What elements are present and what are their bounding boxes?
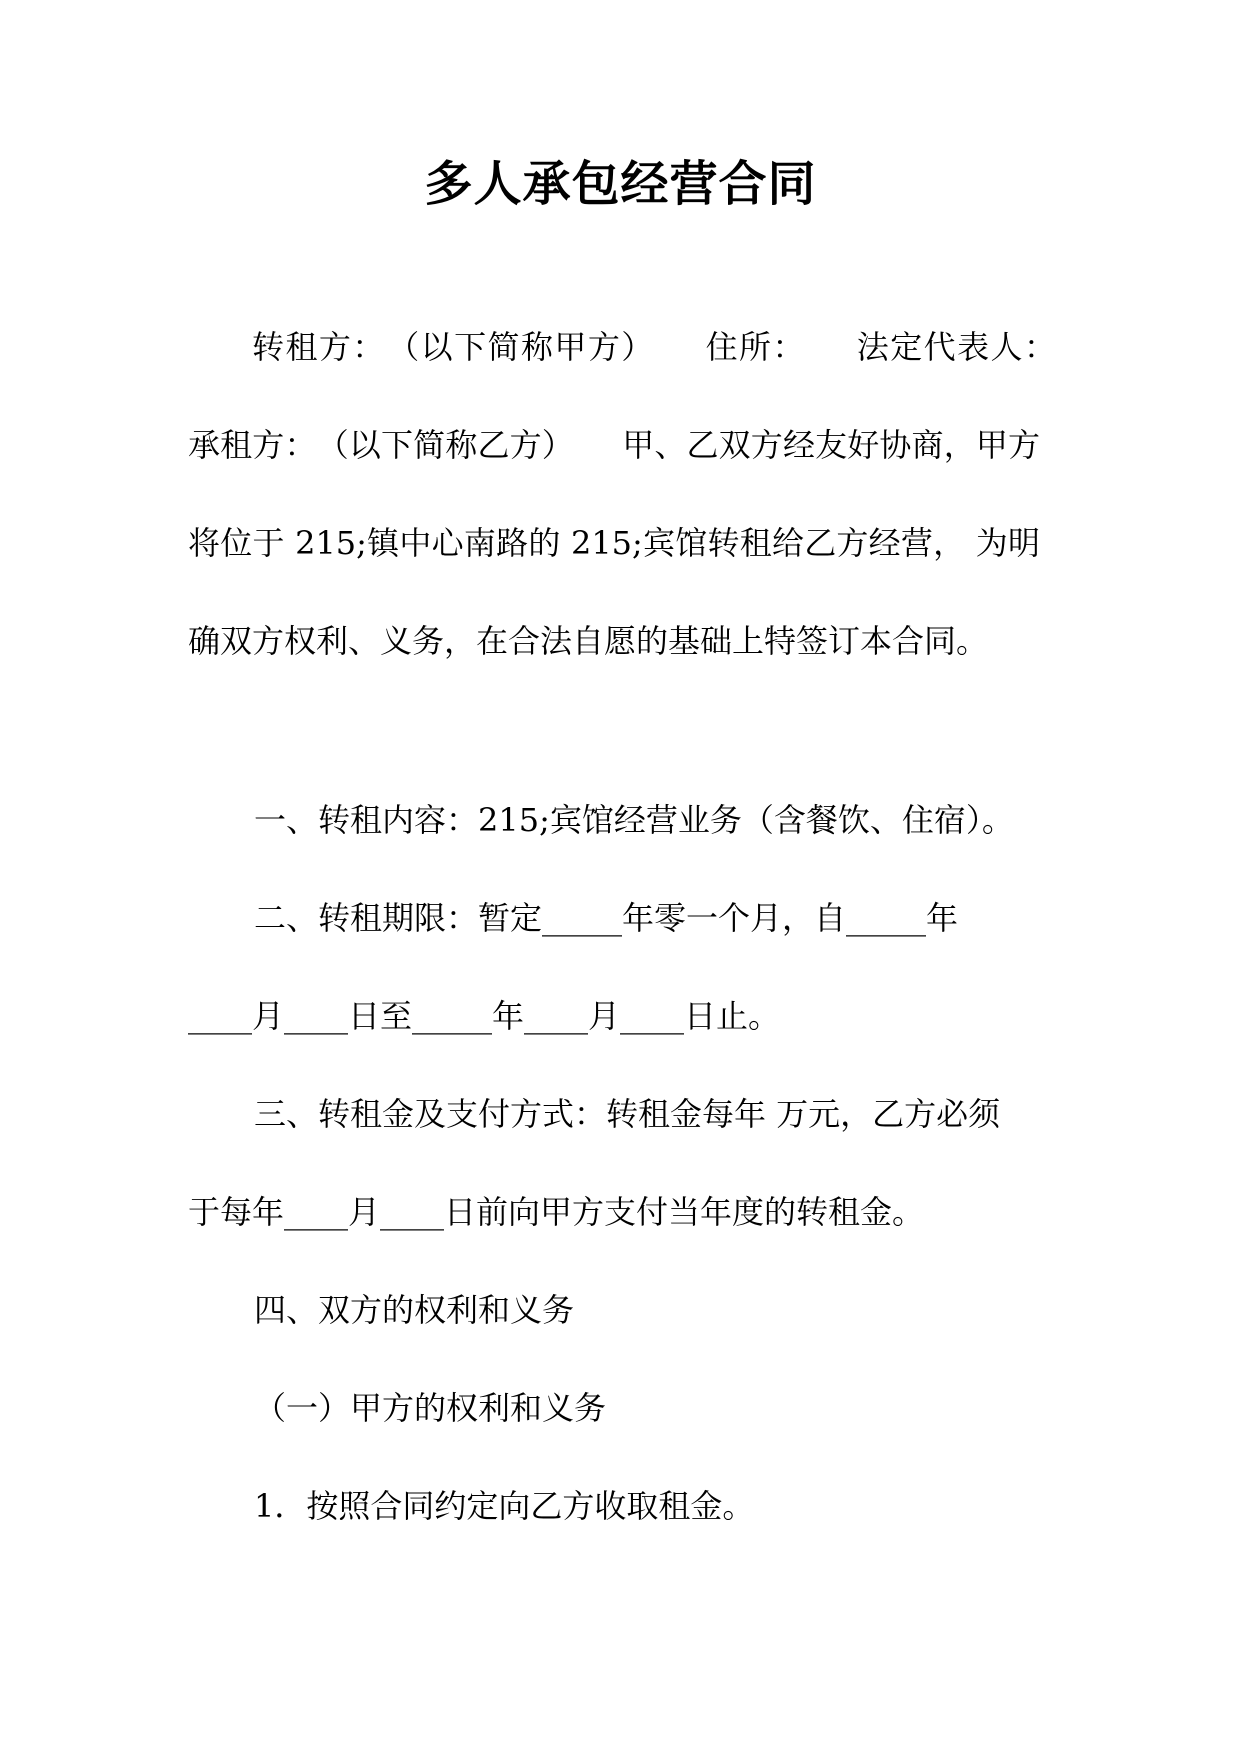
clause-4-sub-heading-party-a: （一）甲方的权利和义务	[254, 1389, 607, 1427]
intro-paragraph: 转租方： （以下简称甲方） 住所： 法定代表人： 承租方： （以下简称乙方） 甲、乙双方经友好协商，甲方将位于 215;镇中心南路的 215;宾馆转租给乙方经营， 为明确双方权利、义务，在合法自愿的基础上特签订本合同。	[188, 328, 1105, 660]
clause-3-rent-line-1: 三、转租金及支付方式：转租金每年 万元，乙方必须	[254, 1095, 1001, 1133]
clause-4-item-1: 1．按照合同约定向乙方收取租金。	[254, 1487, 755, 1525]
clause-4-heading: 四、双方的权利和义务	[254, 1291, 575, 1329]
document-title: 多人承包经营合同	[424, 156, 817, 212]
clause-2-term-line-2: ____月____日至_____年____月____日止。	[188, 997, 781, 1035]
clause-1-content: 一、转租内容：215;宾馆经营业务（含餐饮、住宿）。	[254, 801, 1014, 839]
clause-3-rent-line-2: 于每年____月____日前向甲方支付当年度的转租金。	[188, 1193, 925, 1231]
clause-2-term-line-1: 二、转租期限：暂定_____年零一个月，自_____年	[254, 899, 959, 937]
